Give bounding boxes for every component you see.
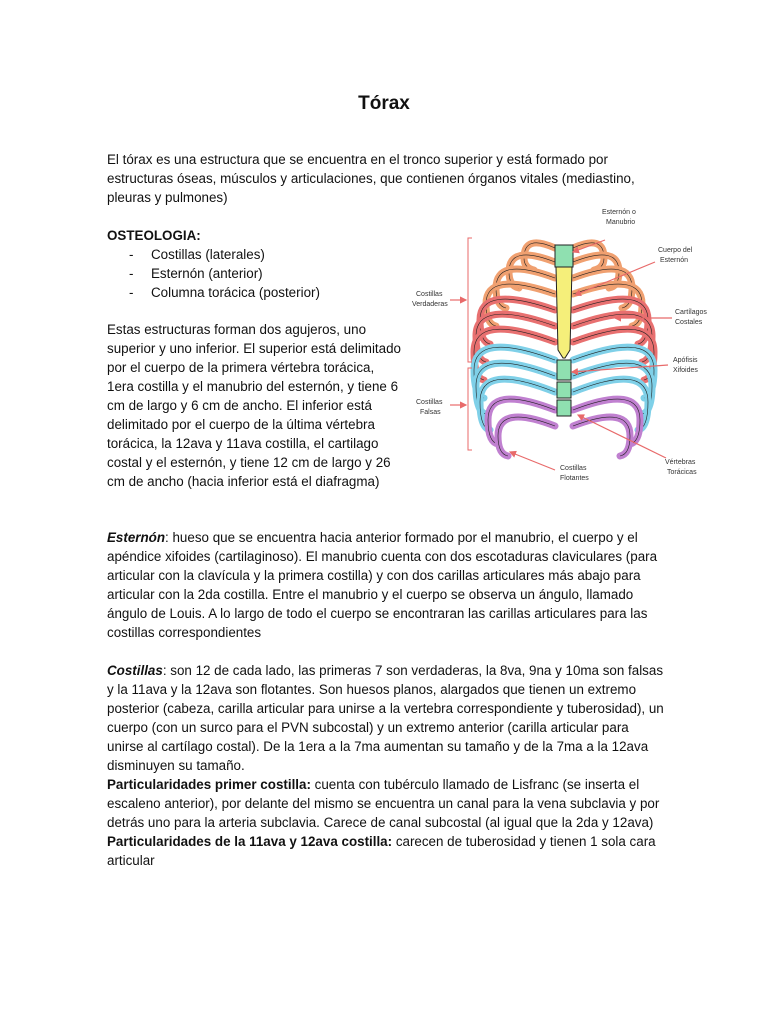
agujeros-paragraph: Estas estructuras forman dos agujeros, uno superior y uno inferior. El superior está delimitado por el cuerpo de la primera vértebra torácica, 1era costilla y el manubrio del esternón, y tiene 6 cm de largo y 6 cm de ancho. El inferior está delimitado por el cuerpo de la última vértebra torácica, la 12ava y 11ava costilla, el cartilago costal y el esternón, y tiene 12 cm de largo y 26 cm de ancho (hacia inferior está el diafragma) (107, 322, 401, 489)
rib-cage-illustration (410, 200, 720, 500)
onceava-term: Particularidades de la 11ava y 12ava costilla: (107, 834, 393, 849)
label-cartilagos-2: Costales (675, 319, 703, 326)
costillas-paragraph (107, 661, 667, 870)
arrow-flotantes (510, 452, 555, 470)
label-manubrio-2: Manubrio (606, 219, 636, 226)
costillas-text: : son 12 de cada lado, las primeras 7 son verdaderas, la 8va, 9na y 10ma son falsas y la 11ava y la 12ava son flotantes. Son huesos planos, alargados que tienen un extremo posterior (cabeza, carilla articular para unirse a la vertebra correspondiente y tuberosidad), un cuerpo (con un surco para el PVN subcostal) y un extremo anterior (carilla articular para unirse al cartílago costal). De la 1era a la 7ma aumentan su tamaño y de la 7ma a la 12ava disminuyen su tamaño. (107, 663, 664, 773)
primera-text: cuenta con tubérculo llamado de Lisfranc (se inserta el escaleno anterior), por delante del mismo se encuentra un canal para la vena subclavia y por detrás uno para la arteria subclavia. Carece de canal subcostal (al igual que la 2da y 12ava) (107, 777, 660, 830)
list-item-text: Columna torácica (posterior) (151, 285, 320, 300)
label-cuerpo-1: Cuerpo del (658, 247, 693, 254)
list-dash: - (129, 266, 134, 281)
esternon-term: Esternón (107, 530, 166, 545)
primera-term: Particularidades primer costilla: (107, 777, 311, 792)
label-falsas-1: Costillas (416, 399, 443, 406)
esternon-text: : hueso que se encuentra hacia anterior formado por el manubrio, el cuerpo y el apéndice xifoides (cartilaginoso). El manubrio cuenta con dos escotaduras claviculares (para articular con la clavícula y la primera costilla) y con dos carillas articulares más abajo para articular con la 2da costilla. Entre el manubrio y el cuerpo se observa un ángulo, llamado ángulo de Louis. A lo largo de todo el cuerpo se encontraran las carillas articulares para las costillas correspondientes (107, 530, 658, 640)
manubrio-shape (555, 245, 573, 267)
label-vertebras-2: Torácicas (667, 469, 697, 476)
verdaderas-bracket (468, 238, 472, 362)
thorax-diagram (410, 200, 720, 500)
list-item-text: Esternón (anterior) (151, 266, 263, 281)
list-dash: - (129, 247, 134, 262)
osteologia-section (107, 226, 403, 302)
list-dash: - (129, 285, 134, 300)
vertebra-shape (557, 400, 571, 416)
intro-paragraph: El tórax es una estructura que se encuentra en el tronco superior y está formado por estructuras óseas, músculos y articulaciones, que contienen órganos vitales (mediastino, pleuras y pulmones) (107, 152, 635, 205)
label-flotantes-2: Flotantes (560, 475, 589, 482)
label-manubrio-1: Esternón o (602, 209, 636, 216)
osteologia-list (107, 245, 403, 302)
label-vertebras-1: Vértebras (665, 459, 696, 466)
list-item-text: Costillas (laterales) (151, 247, 265, 262)
page-title: Tórax (358, 93, 410, 114)
label-flotantes-1: Costillas (560, 465, 587, 472)
esternon-paragraph (107, 528, 667, 642)
label-cuerpo-2: Esternón (660, 257, 689, 264)
costillas-term: Costillas (107, 663, 163, 678)
vertebra-shape (557, 382, 571, 398)
sternum-body-shape (556, 267, 572, 358)
label-xifoides-2: Xifoides (673, 367, 698, 374)
xifoides-shape (557, 360, 571, 380)
onceava-text: carecen de tuberosidad y tienen 1 sola cara articular (107, 834, 656, 868)
label-falsas-2: Falsas (420, 409, 441, 416)
osteologia-heading: OSTEOLOGIA: (107, 228, 201, 243)
list-item (129, 245, 403, 264)
list-item (129, 264, 403, 283)
label-xifoides-1: Apófisis (673, 357, 698, 364)
list-item (129, 283, 403, 302)
label-verdaderas-2: Verdaderas (412, 301, 448, 308)
label-verdaderas-1: Costillas (416, 291, 443, 298)
label-cartilagos-1: Cartílagos (675, 309, 707, 316)
